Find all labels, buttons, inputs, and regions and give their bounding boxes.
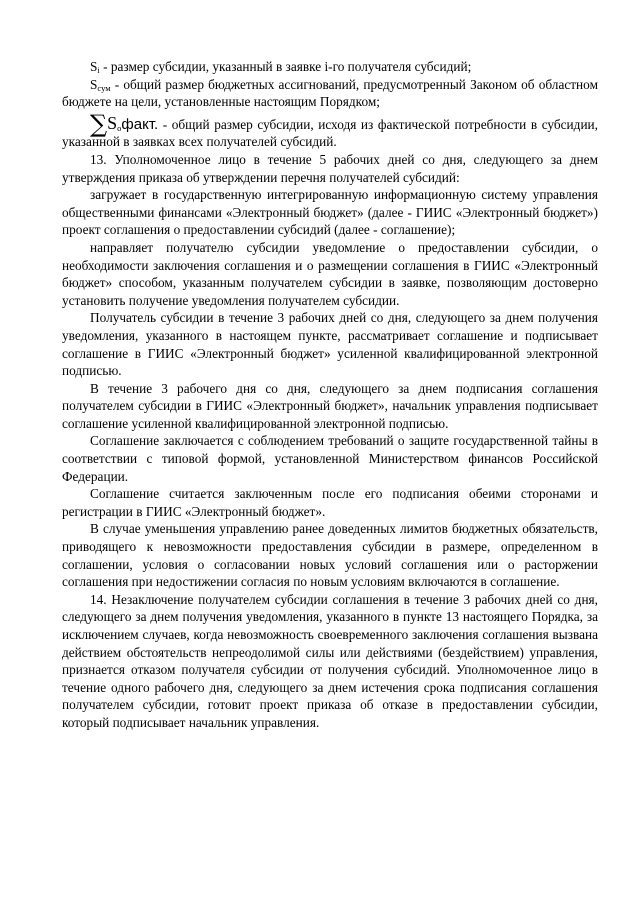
formula-def-si <box>62 58 598 76</box>
paragraph: В течение 3 рабочего дня со дня, следующего за днем подписания соглашения получателем субсидии в ГИИС «Электронный бюджет», начальник управления подписывает соглашение усиленной квалифицированной электронной подписью. <box>62 380 598 431</box>
subscript-sum: сум <box>97 82 111 93</box>
document-page <box>62 58 598 732</box>
formula-def-sum <box>62 109 598 151</box>
paragraph: Соглашение заключается с соблюдением требований о защите государственной тайны в соответствии с типовой формой, установленной Министерством финансов Российской Федерации. <box>62 433 598 484</box>
symbol-s: S <box>90 76 98 92</box>
formula-def-ssum <box>62 76 598 111</box>
subscript-i: i <box>97 65 100 75</box>
paragraph: направляет получателю субсидии уведомление о предоставлении субсидии, о необходимости заключения соглашения и о размещении соглашения в ГИИС «Электронный бюджет» способом, указанным получателем субсидии в заявке, позволяющим достоверно установить получение уведомления получателем субсидии. <box>62 239 598 308</box>
paragraph: 13. Уполномоченное лицо в течение 5 рабочих дней со дня, следующего за днем утверждения приказа об утверждении перечня получателей субсидий: <box>62 151 598 185</box>
symbol-s: S <box>90 59 98 74</box>
symbol-s: S <box>107 112 118 133</box>
paragraph: 14. Незаключение получателем субсидии соглашения в течение 3 рабочих дней со дня, следующего за днем получения уведомления, указанного в пункте 13 настоящего Порядка, за исключением случаев, когда невозможность своевременного заключения соглашения вызвана действием обстоятельств непреодолимой силы или действиями (бездействием) управления, признается отказом получателя субсидии от получения субсидий. Уполномоченное лицо в течение одного рабочего дня, следующего за днем истечения срока подписания соглашения получателем субсидии, готовит проект приказа об отказе в предоставлении субсидии, который подписывает начальник управления. <box>62 591 598 730</box>
def-text: - общий размер бюджетных ассигнований, предусмотренный Законом об областном бюджете на цели, установленные настоящим Порядком; <box>62 76 598 110</box>
paragraph: Получатель субсидии в течение 3 рабочих дней со дня, следующего за днем получения уведомления, указанного в настоящем пункте, рассматривает соглашение и подписывает соглашение в ГИИС «Электронный бюджет» усиленной квалифицированной электронной подписью. <box>62 310 598 379</box>
def-text: - общий размер субсидии, исходя из фактической потребности в субсидии, указанной в заявках всех получателей субсидий. <box>62 116 598 150</box>
paragraph: Соглашение считается заключенным после его подписания обеими сторонами и регистрации в ГИИС «Электронный бюджет». <box>62 486 598 519</box>
sigma-symbol: ∑ <box>90 109 108 138</box>
subscript-o: о <box>117 122 122 133</box>
paragraph: В случае уменьшения управлению ранее доведенных лимитов бюджетных обязательств, приводящего к невозможности предоставления субсидии в размере, определенном в соглашении, условия о согласовании новых условий соглашения или о расторжении соглашения при недостижении согласия по новым условиям включаются в соглашение. <box>62 521 598 590</box>
def-text: - размер субсидии, указанный в заявке i-го получателя субсидий; <box>99 59 472 74</box>
paragraph: загружает в государственную интегрированную информационную систему управления общественными финансами «Электронный бюджет» (далее - ГИИС «Электронный бюджет») проект соглашения о предоставлении субсидий (далее - соглашение); <box>62 187 598 238</box>
fakt-label: факт. <box>121 115 159 133</box>
